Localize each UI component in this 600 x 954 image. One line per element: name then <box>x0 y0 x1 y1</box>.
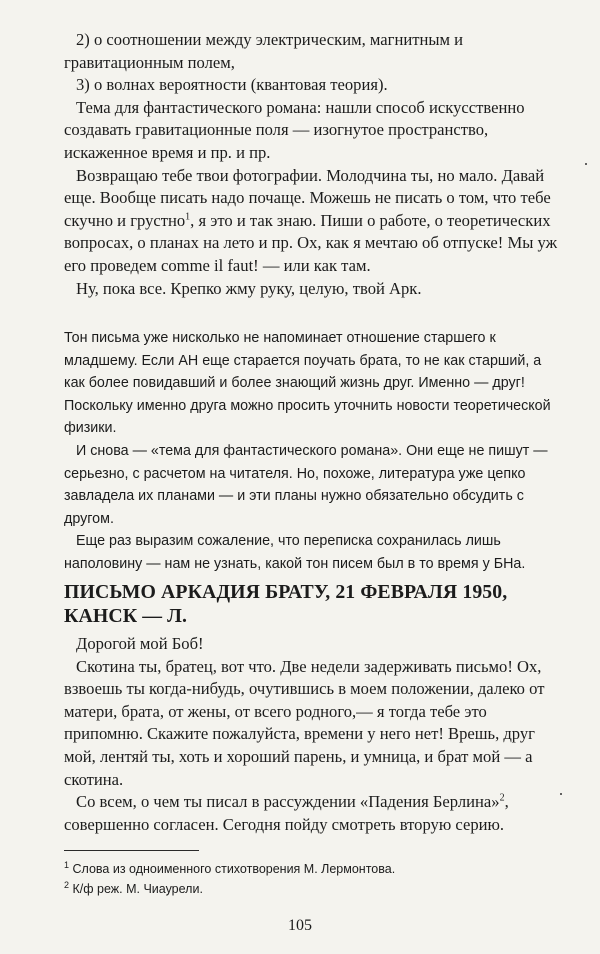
commentary-paragraph: Еще раз выразим сожаление, что переписка сохранилась лишь наполовину — нам не узнать, какой тон писем был в то время у БНа. <box>64 533 526 572</box>
editorial-commentary <box>64 327 560 576</box>
letter-item-2: 2) о соотношении между электрическим, магнитным и гравитационным полем, <box>64 30 464 72</box>
letter-continuation <box>64 29 560 300</box>
letter-body <box>64 633 560 836</box>
scan-speck <box>585 163 587 165</box>
footnote-1: $^1$ Слова из одноименного стихотворения М. Лермонтова. <box>64 859 396 876</box>
letter-paragraph-photos: Возвращаю тебе твои фотографии. Молодчина ты, но мало. Давай еще. Вообще писать надо почаще. Можешь не писать о том, что тебе скучно и грустно$^1$, я это и так знаю. Пиши о работе, о теоретических вопросах, о планах на лето и пр. Ох, как я мечтаю об отпуске! Мы уж его проведем comme il faut! — или как там. <box>64 165 558 275</box>
letter-closing: Ну, пока все. Крепко жму руку, целую, твой Арк. <box>76 278 422 298</box>
letter-paragraph-film: Со всем, о чем ты писал в рассуждении «Падения Берлина»$^2$, совершенно согласен. Сегодня пойду смотреть вторую серию. <box>64 792 509 834</box>
footnotes <box>64 859 564 899</box>
letter-paragraph: Тема для фантастического романа: нашли способ искусственно создавать гравитационные поля — изогнутое пространство, искаженное время и пр. и пр. <box>64 97 525 162</box>
commentary-paragraph: Тон письма уже нисколько не напоминает отношение старшего к младшему. Если АН еще старается поучать брата, то не как старший, а как более повидавший и более знающий жизнь друг. Именно — друг! Поскольку именно друга можно просить уточнить новости теоретической физики. <box>64 330 551 437</box>
page-number: 105 <box>288 917 312 934</box>
footnote-divider <box>64 850 199 851</box>
letter-salutation: Дорогой мой Боб! <box>76 634 204 653</box>
letter-item-3: 3) о волнах вероятности (квантовая теория). <box>76 75 388 95</box>
section-heading: ПИСЬМО АРКАДИЯ БРАТУ, 21 ФЕВРАЛЯ 1950, КАНСК — Л. <box>64 581 508 627</box>
commentary-paragraph: И снова — «тема для фантастического романа». Они еще не пишут — серьезно, с расчетом на читателя. Но, похоже, литература уже цепко завладела их планами — и эти планы нужно обязательно обсудить с другом. <box>64 442 548 527</box>
scan-speck <box>560 793 562 795</box>
footnote-2: $^2$ К/ф реж. М. Чиаурели. <box>64 879 203 896</box>
footnote-ref-2: 2 <box>499 792 505 804</box>
footnote-ref-1: 1 <box>185 211 191 223</box>
letter-paragraph: Скотина ты, братец, вот что. Две недели задерживать письмо! Ох, взвоешь ты когда-нибудь, очутившись в моем положении, далеко от матери, брата, от жены, от всего родного,— я тогда тебе это припомню. Скажите пожалуйста, времени у него нет! Врешь, друг мой, лентяй ты, хоть и хороший парень, и умница, и брат мой — а скотина. <box>64 656 545 789</box>
